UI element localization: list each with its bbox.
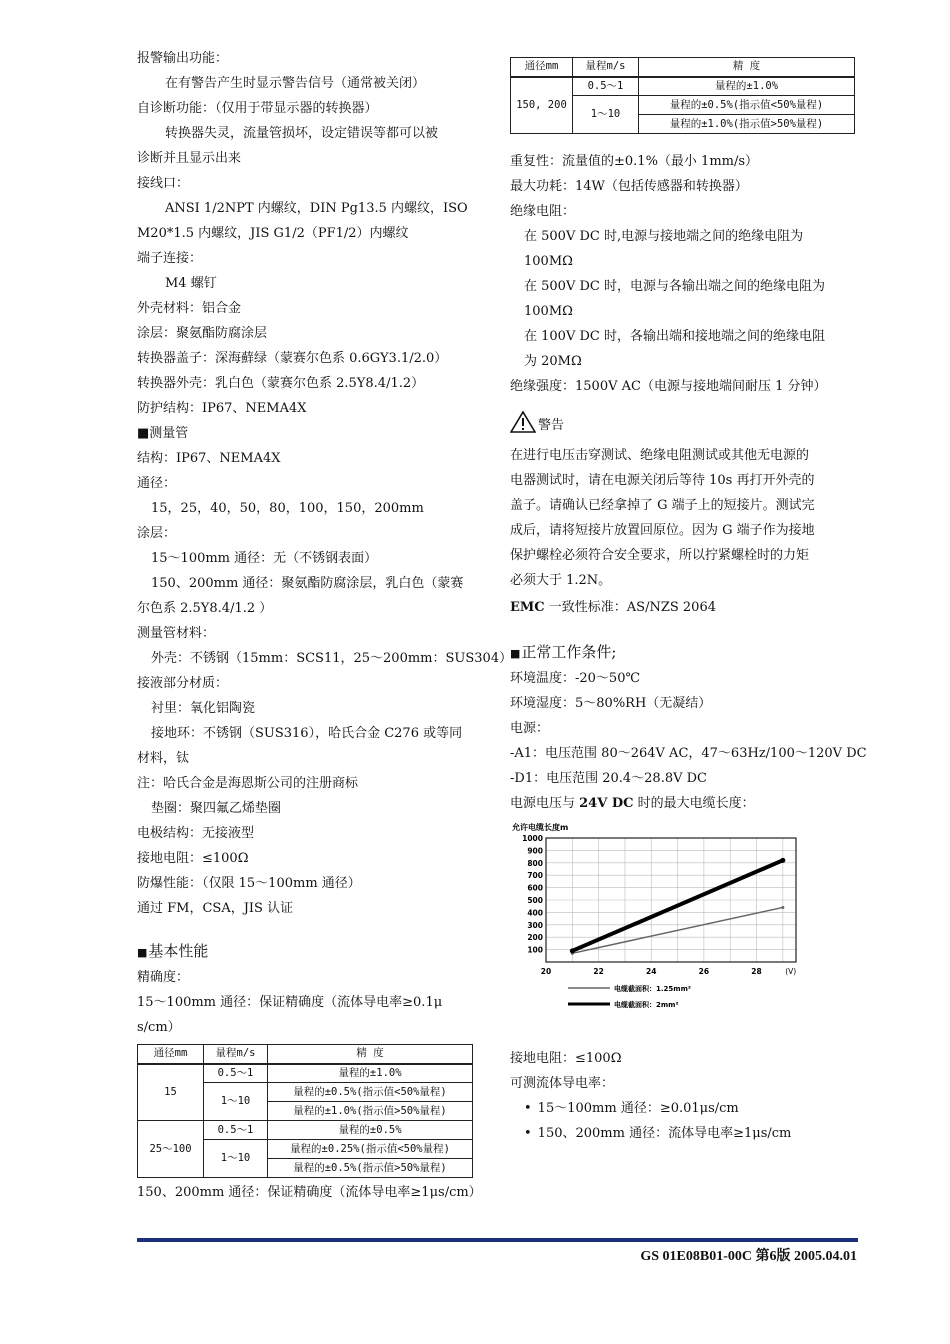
text-line: -D1：电压范围 20.4～28.8V DC	[510, 771, 707, 786]
text-line: 防护结构：IP67、NEMA4X	[137, 401, 307, 416]
text-line: 自诊断功能：（仅用于带显示器的转换器）	[137, 101, 378, 116]
cell-size: 15	[138, 1064, 204, 1121]
y-tick-label: 300	[527, 920, 543, 930]
left-text-block	[137, 46, 513, 921]
text-line: 100MΩ	[524, 254, 573, 269]
text-line: 测量管材料：	[137, 626, 216, 641]
text-line: 15，25，40，50，80，100，150，200mm	[151, 501, 424, 516]
list-item: • 150、200mm 通径：流体导电率≥1μs/cm	[510, 1121, 855, 1146]
x-tick-label: 26	[698, 967, 710, 976]
warning-heading	[510, 401, 855, 433]
text-line: 接地电阻：≤100Ω	[510, 1051, 622, 1066]
text-line: 涂层：	[137, 526, 177, 541]
text-line: 衬里：氧化铝陶瓷	[151, 701, 256, 716]
cell-range: 0.5～1	[573, 77, 639, 96]
list-item: • 15～100mm 通径：≥0.01μs/cm	[510, 1096, 855, 1121]
text-line: 可测流体导电率：	[510, 1076, 615, 1091]
text-line: 通径：	[137, 476, 177, 491]
text-line: 接地电阻：≤100Ω	[137, 851, 249, 866]
emc-line	[510, 595, 855, 620]
th-accuracy: 精 度	[268, 1045, 473, 1064]
section-heading-normal: ■正常工作条件;	[510, 643, 617, 661]
cell-range: 0.5～1	[204, 1121, 268, 1140]
text-line: 精确度：	[137, 970, 190, 985]
text-line: 接液部分材质：	[137, 676, 229, 691]
warning-text-line: 成后，请将短接片放置回原位。因为 G 端子作为接地	[510, 523, 815, 538]
cell-size: 25～100	[138, 1121, 204, 1178]
y-tick-label: 500	[527, 896, 543, 905]
legend-label: 电缆截面积：2mm²	[614, 1001, 679, 1009]
text-line: 转换器失灵，流量管损坏，设定错误等都可以被	[165, 126, 439, 141]
text-line: 100MΩ	[524, 304, 573, 319]
cell-accuracy: 量程的±1.0%	[268, 1064, 473, 1083]
text-line: 通过 FM，CSA，JIS 认证	[137, 901, 294, 916]
emc-standard: 一致性标准：AS/NZS 2064	[544, 600, 716, 615]
th-size: 通径mm	[138, 1045, 204, 1064]
warning-text-line: 电器测试时，请在电源关闭后等待 10s 再打开外壳的	[510, 473, 815, 488]
text-line: 在有警告产生时显示警告信号（通常被关闭）	[165, 76, 426, 91]
y-tick-label: 1000	[522, 834, 543, 843]
x-tick-label: 28	[751, 967, 762, 976]
cell-accuracy: 量程的±1.0%(指示值>50%量程)	[268, 1102, 473, 1121]
cell-range: 1～10	[573, 96, 639, 134]
text-line: 注：哈氏合金是海恩斯公司的注册商标	[137, 776, 359, 791]
text-line: 绝缘强度：1500V AC（电源与接地端间耐压 1 分钟）	[510, 379, 827, 394]
text-line: 最大功耗：14W（包括传感器和转换器）	[510, 179, 748, 194]
right-column	[510, 57, 867, 1146]
text-line: 在 500V DC 时，电源与各输出端之间的绝缘电阻为	[524, 279, 825, 294]
accuracy-table-small	[137, 1044, 473, 1178]
cable-length-chart	[510, 820, 810, 1010]
text-line: 结构：IP67、NEMA4X	[137, 451, 281, 466]
data-point	[780, 858, 785, 863]
text-line: 绝缘电阻：	[510, 204, 576, 219]
text-line: 涂层：聚氨酯防腐涂层	[137, 326, 268, 341]
section-heading-basic: ■基本性能	[137, 942, 209, 960]
text-line: ■测量管	[137, 426, 189, 441]
chart-title: 允许电缆长度m	[512, 823, 569, 832]
text-line: 在 100V DC 时，各输出端和接地端之间的绝缘电阻	[524, 329, 825, 344]
legend-label: 电缆截面积：1.25mm²	[614, 985, 691, 993]
text-line: 15～100mm 通径：保证精确度（流体导电率≥0.1μ	[137, 995, 443, 1010]
text-line: 端子连接：	[137, 251, 203, 266]
right-text-block	[510, 149, 855, 399]
y-tick-label: 800	[527, 858, 543, 868]
data-point	[781, 906, 784, 909]
text-line: 转换器外壳：乳白色（蒙赛尔色系 2.5Y8.4/1.2）	[137, 376, 425, 391]
text-line: 垫圈：聚四氟乙烯垫圈	[151, 801, 282, 816]
text-line: 接地环：不锈钢（SUS316），哈氏合金 C276 或等同	[151, 726, 463, 741]
text-line: 为 20MΩ	[524, 354, 582, 369]
text-line: 诊断并且显示出来	[137, 151, 242, 166]
right-text-block-2	[510, 666, 867, 791]
text-line: 重复性：流量值的±0.1%（最小 1mm/s）	[510, 154, 759, 169]
text-line: 15～100mm 通径：无（不锈钢表面）	[151, 551, 378, 566]
warning-text-line: 必须大于 1.2N。	[510, 573, 612, 588]
th-range: 量程m/s	[573, 58, 639, 77]
x-tick-label: 20	[540, 967, 552, 976]
text-line: 外壳材料：铝合金	[137, 301, 242, 316]
cell-accuracy: 量程的±0.5%(指示值<50%量程)	[268, 1083, 473, 1102]
text-line: 电源：	[510, 721, 550, 736]
text-line: 在 500V DC 时,电源与接地端之间的绝缘电阻为	[524, 229, 804, 244]
emc-label: EMC	[510, 600, 545, 615]
x-tick-label: 22	[593, 967, 604, 976]
warning-label: 警告	[538, 418, 565, 433]
text-line: s/cm）	[137, 1020, 181, 1035]
text-line: 防爆性能：（仅限 15～100mm 通径）	[137, 876, 361, 891]
warning-text-line: 保护螺栓必须符合安全要求，所以拧紧螺栓时的力矩	[510, 548, 810, 563]
conductivity-list	[510, 1096, 855, 1146]
th-size: 通径mm	[511, 58, 573, 77]
y-tick-label: 900	[527, 846, 543, 856]
text-line: 环境湿度：5～80%RH（无凝结）	[510, 696, 712, 711]
warning-text-line: 盖子。请确认已经拿掉了 G 端子上的短接片。测试完	[510, 498, 815, 513]
accuracy-table-large	[510, 57, 855, 134]
cell-range: 0.5～1	[204, 1064, 268, 1083]
text-line: 150、200mm 通径：聚氨酯防腐涂层，乳白色（蒙赛	[151, 576, 464, 591]
warning-text-block	[510, 443, 855, 593]
y-tick-label: 100	[527, 945, 543, 955]
cell-accuracy: 量程的±0.25%(指示值<50%量程)	[268, 1140, 473, 1159]
text-line: 报警输出功能：	[137, 51, 229, 66]
th-accuracy: 精 度	[639, 58, 855, 77]
cell-accuracy: 量程的±0.5%(指示值<50%量程)	[639, 96, 855, 115]
text-line: 外壳：不锈钢（15mm：SCS11，25～200mm：SUS304）	[151, 651, 513, 666]
cell-accuracy: 量程的±1.0%	[639, 77, 855, 96]
cable-length-line: 电源电压与 24V DC 时的最大电缆长度：	[510, 796, 755, 811]
cell-accuracy: 量程的±0.5%	[268, 1121, 473, 1140]
warning-triangle-icon	[510, 411, 536, 433]
footer-doc-id: GS 01E08B01-00C 第6版 2005.04.01	[640, 1249, 857, 1264]
left-column	[137, 46, 513, 1205]
text-line: M20*1.5 内螺纹，JIS G1/2（PF1/2）内螺纹	[137, 226, 409, 241]
text-line: 材料，钛	[137, 751, 190, 766]
cell-accuracy: 量程的±0.5%(指示值>50%量程)	[268, 1159, 473, 1178]
text-line: -A1：电压范围 80～264V AC，47～63Hz/100～120V DC	[510, 746, 867, 761]
right-text-block-3	[510, 1046, 855, 1096]
y-tick-label: 400	[527, 908, 543, 918]
cell-size: 150, 200	[511, 77, 573, 134]
data-point	[570, 948, 575, 953]
text-line: 环境温度：-20～50℃	[510, 671, 641, 686]
cell-range: 1～10	[204, 1140, 268, 1178]
text-line: 尔色系 2.5Y8.4/1.2 ）	[137, 601, 273, 616]
y-tick-label: 200	[527, 933, 543, 943]
y-tick-label: 600	[527, 883, 543, 893]
x-tick-label: 24	[646, 967, 657, 976]
text-line: 转换器盖子：深海蘚绿（蒙赛尔色系 0.6GY3.1/2.0）	[137, 351, 448, 366]
text-line: 电极结构：无接液型	[137, 826, 255, 841]
warning-text-line: 在进行电压击穿测试、绝缘电阻测试或其他无电源的	[510, 448, 810, 463]
x-axis-label: (V)	[785, 967, 797, 976]
text-line: 150、200mm 通径：保证精确度（流体导电率≥1μs/cm）	[137, 1185, 482, 1200]
text-line: M4 螺钉	[165, 276, 217, 291]
footer-rule	[137, 1238, 858, 1242]
y-tick-label: 700	[527, 871, 543, 881]
cell-range: 1～10	[204, 1083, 268, 1121]
cell-accuracy: 量程的±1.0%(指示值>50%量程)	[639, 115, 855, 134]
text-line: 接线口：	[137, 176, 190, 191]
left-text-block-2	[137, 965, 473, 1040]
text-line: ANSI 1/2NPT 内螺纹，DIN Pg13.5 内螺纹，ISO	[165, 201, 468, 216]
th-range: 量程m/s	[204, 1045, 268, 1064]
